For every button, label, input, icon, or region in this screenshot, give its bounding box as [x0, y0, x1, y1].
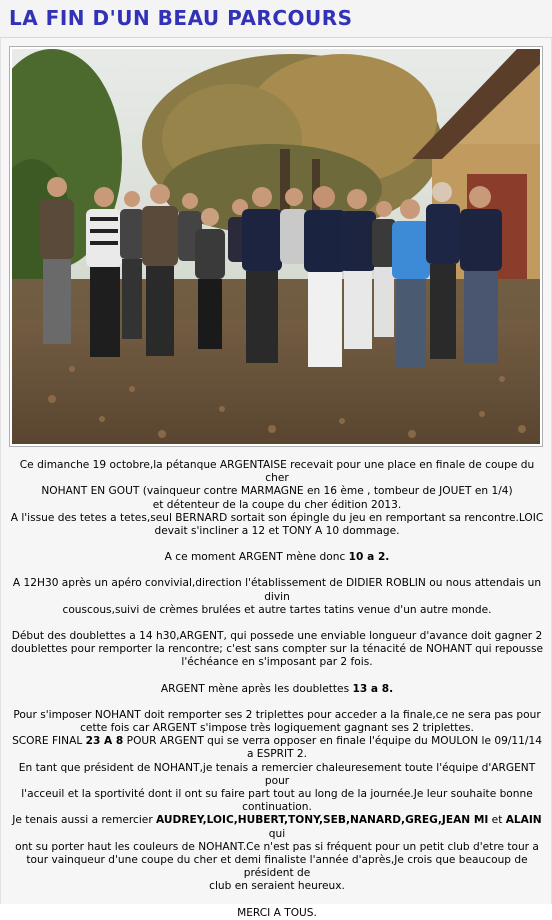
text-line: président de [243, 867, 311, 880]
score-highlight: 10 a 2. [348, 551, 390, 564]
text-line: NOHANT EN GOUT (vainqueur contre MARMAGNE en 16 ème , tombeur de JOUET en 1/4) [41, 485, 513, 498]
text-line: Pour s'imposer NOHANT doit remporter ses 2 triplettes pour acceder a la finale,ce ne sera pas pour [13, 708, 541, 721]
text-line: qui [268, 827, 286, 840]
text-line: En tant que président de NOHANT,je tenais a remercier chaleuresement toute l'équipe d'ARGENT pour [18, 761, 536, 787]
text-line: SCORE FINAL [12, 735, 86, 748]
text-line: et [488, 814, 506, 827]
text-line: cette fois car ARGENT s'impose très logiquement gagnant ses 2 triplettes. [80, 722, 474, 735]
article-body [7, 459, 547, 920]
score-highlight: 13 a 8. [352, 682, 394, 695]
text-line: ont su porter haut les couleurs de NOHANT.Ce n'est pas si fréquent pour un petit club d'etre tour a [15, 840, 539, 853]
text-line: doublettes pour remporter la rencontre; c'est sans compter sur la ténacité de NOHANT qui repousse [10, 643, 544, 656]
text-line: ARGENT mène après les doublettes [160, 682, 353, 695]
article-paragraph [7, 683, 547, 696]
names-highlight: ALAIN [505, 814, 542, 827]
text-line: continuation. [242, 801, 312, 814]
names-highlight: AUDREY,LOIC,HUBERT,TONY,SEB,NANARD,GREG,JEAN MI [156, 814, 489, 827]
text-line: A 12H30 après un apéro convivial,direction l'établissement de DIDIER ROBLIN ou nous attendais un [12, 577, 542, 590]
article-paragraph [7, 577, 547, 617]
text-line: a ESPRIT 2. [246, 748, 308, 761]
text-line: divin [264, 590, 290, 603]
group-photo-image [12, 49, 540, 444]
text-line: devait s'incliner a 12 et TONY A 10 dommage. [154, 525, 400, 538]
text-line: A ce moment ARGENT mène donc [164, 551, 349, 564]
article-closing: MERCI A TOUS. [237, 906, 317, 919]
page-title: LA FIN D'UN BEAU PARCOURS [9, 6, 353, 30]
article-paragraph [7, 459, 547, 538]
group-photo [9, 46, 543, 447]
text-line: l'acceuil et la sportivité dont il ont su faire part tout au long de la journée.Je leur souhaite bonne [21, 788, 533, 801]
text-line: tour vainqueur d'une coupe du cher et demi finaliste l'année d'après,Je crois que beaucoup de [26, 854, 528, 867]
text-line: A l'issue des tetes a tetes,seul BERNARD sortait son épingle du jeu en remportant sa rencontre.LOIC [10, 511, 544, 524]
text-line: Je tenais aussi a remercier [12, 814, 157, 827]
text-line: couscous,suivi de crèmes brulées et autre tartes tatins venue d'un autre monde. [62, 603, 492, 616]
text-line: Ce dimanche 19 octobre,la pétanque ARGENTAISE recevait pour une place en finale de coupe du cher [19, 459, 535, 485]
text-line: et détenteur de la coupe du cher édition 2013. [152, 498, 402, 511]
content-panel [0, 38, 552, 919]
page-header [0, 0, 552, 38]
text-line: l'échéance en s'imposant par 2 fois. [181, 656, 373, 669]
text-line: club en seraient heureux. [209, 880, 345, 893]
score-highlight: 23 A 8 [85, 735, 124, 748]
text-line: Début des doublettes a 14 h30,ARGENT, qui possede une enviable longueur d'avance doit gagner 2 [11, 630, 543, 643]
article-paragraph [7, 709, 547, 894]
text-line: POUR ARGENT qui se verra opposer en finale l'équipe du MOULON le 09/11/14 [123, 735, 542, 748]
article-paragraph [7, 551, 547, 564]
article-paragraph [7, 630, 547, 670]
